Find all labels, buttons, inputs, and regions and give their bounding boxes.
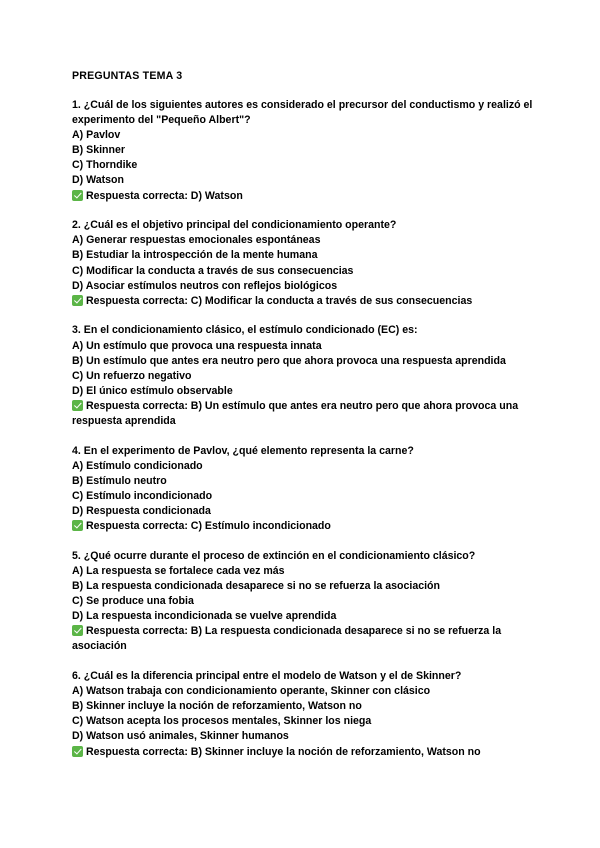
option-b: B) Un estímulo que antes era neutro pero que ahora provoca una respuesta aprendida — [72, 354, 506, 367]
option-c: C) Watson acepta los procesos mentales, Skinner los niega — [72, 715, 372, 728]
option-a: A) Watson trabaja con condicionamiento operante, Skinner con clásico — [72, 685, 431, 698]
option-a: A) Pavlov — [72, 129, 121, 142]
question-text: 1. ¿Cuál de los siguientes autores es considerado el precursor del conductismo y realizó el experimento del "Pequeño Albert"? — [72, 99, 533, 127]
question-text: 6. ¿Cuál es la diferencia principal entre el modelo de Watson y el de Skinner? — [72, 670, 462, 683]
check-mark-button-icon — [72, 520, 83, 531]
option-d: D) Watson — [72, 174, 124, 187]
option-d: D) La respuesta incondicionada se vuelve aprendida — [72, 610, 337, 623]
correct-answer — [72, 624, 540, 654]
option-c: C) Modificar la conducta a través de sus consecuencias — [72, 264, 354, 277]
question-block-6 — [72, 669, 540, 760]
question-block-4 — [72, 444, 540, 535]
question-block-2 — [72, 218, 540, 309]
question-text: 5. ¿Qué ocurre durante el proceso de extinción en el condicionamiento clásico? — [72, 549, 476, 562]
correct-answer-text: Respuesta correcta: B) Skinner incluye la noción de reforzamiento, Watson no — [86, 745, 481, 758]
check-mark-button-icon — [72, 400, 83, 411]
correct-answer — [72, 399, 540, 429]
document-title: PREGUNTAS TEMA 3 — [72, 70, 183, 82]
correct-answer-text: Respuesta correcta: D) Watson — [86, 189, 243, 202]
correct-answer-text: Respuesta correcta: B) Un estímulo que antes era neutro pero que ahora provoca una respuesta aprendida — [72, 399, 519, 427]
correct-answer-text: Respuesta correcta: B) La respuesta condicionada desaparece si no se refuerza la asociación — [72, 625, 502, 653]
option-a: A) Estímulo condicionado — [72, 459, 203, 472]
correct-answer — [72, 294, 540, 309]
check-mark-button-icon — [72, 746, 83, 757]
check-mark-button-icon — [72, 190, 83, 201]
option-b: B) Estudiar la introspección de la mente humana — [72, 249, 318, 262]
correct-answer — [72, 519, 540, 534]
option-b: B) La respuesta condicionada desaparece si no se refuerza la asociación — [72, 580, 440, 592]
option-d: D) Respuesta condicionada — [72, 505, 211, 518]
option-a: A) Generar respuestas emocionales espontáneas — [72, 234, 321, 247]
option-b: B) Skinner — [72, 144, 125, 157]
option-c: C) Thorndike — [72, 159, 138, 172]
question-text: 3. En el condicionamiento clásico, el estímulo condicionado (EC) es: — [72, 324, 418, 337]
correct-answer-text: Respuesta correcta: C) Modificar la conducta a través de sus consecuencias — [86, 294, 473, 307]
option-c: C) Estímulo incondicionado — [72, 489, 213, 502]
option-b: B) Skinner incluye la noción de reforzamiento, Watson no — [72, 700, 362, 713]
check-mark-button-icon — [72, 625, 83, 636]
option-d: D) Asociar estímulos neutros con reflejos biológicos — [72, 279, 338, 292]
option-a: A) La respuesta se fortalece cada vez más — [72, 564, 285, 577]
question-block-5 — [72, 549, 540, 655]
option-d: D) Watson usó animales, Skinner humanos — [72, 730, 289, 743]
question-block-1 — [72, 98, 540, 204]
question-text: 4. En el experimento de Pavlov, ¿qué elemento representa la carne? — [72, 444, 414, 457]
question-text: 2. ¿Cuál es el objetivo principal del condicionamiento operante? — [72, 219, 397, 232]
check-mark-button-icon — [72, 295, 83, 306]
option-a: A) Un estímulo que provoca una respuesta innata — [72, 339, 322, 352]
correct-answer-text: Respuesta correcta: C) Estímulo incondicionado — [86, 520, 331, 533]
correct-answer — [72, 745, 540, 760]
correct-answer — [72, 189, 540, 204]
option-b: B) Estímulo neutro — [72, 474, 167, 487]
question-block-3 — [72, 323, 540, 429]
option-c: C) Un refuerzo negativo — [72, 369, 192, 382]
option-c: C) Se produce una fobia — [72, 595, 194, 608]
option-d: D) El único estímulo observable — [72, 384, 233, 397]
